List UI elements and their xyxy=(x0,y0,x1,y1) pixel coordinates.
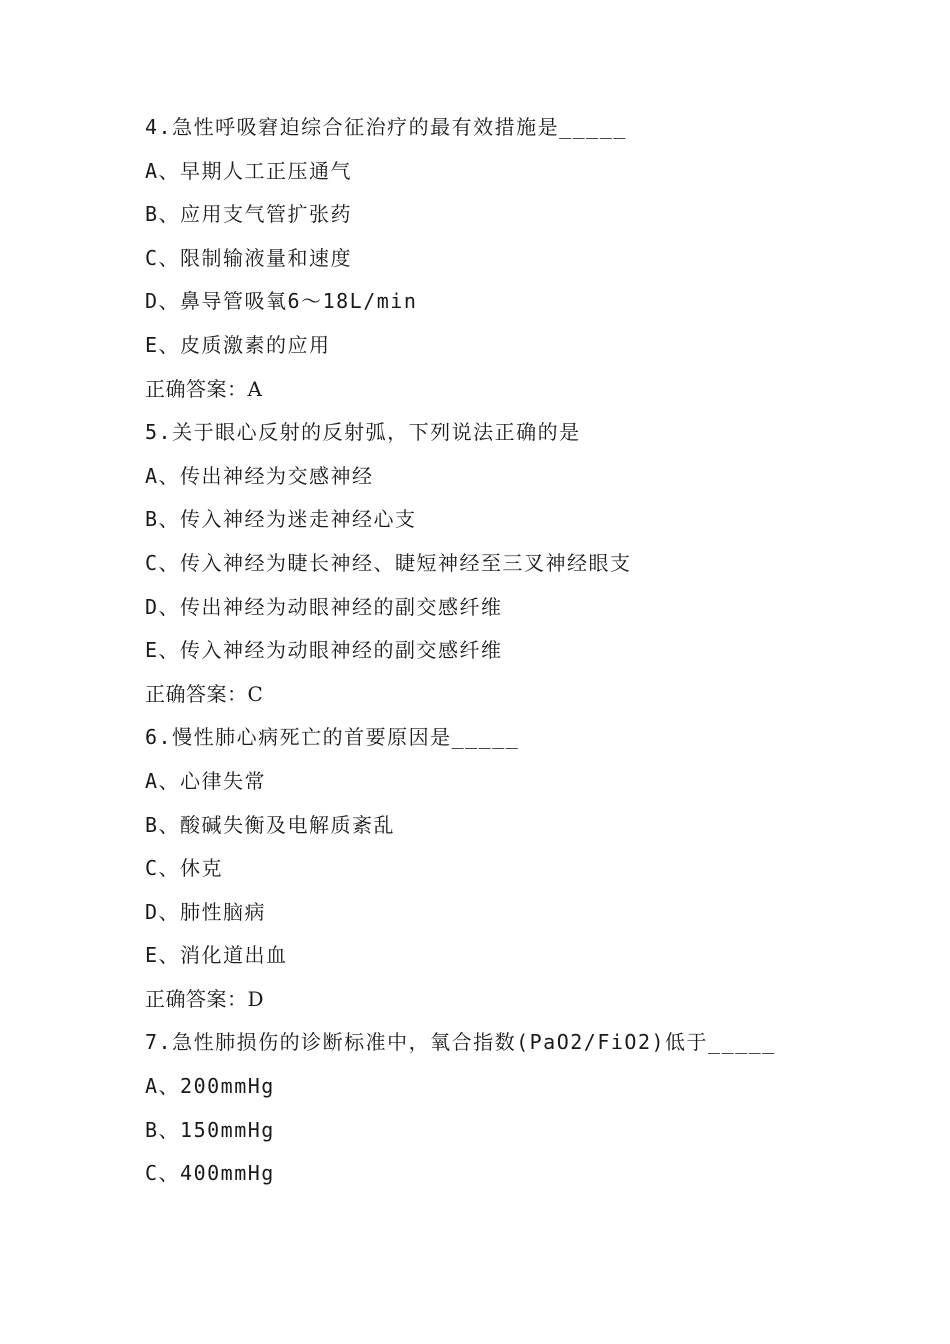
question-stem: 5.关于眼心反射的反射弧，下列说法正确的是 xyxy=(145,420,581,445)
option-e: E、消化道出血 xyxy=(145,943,288,968)
option-d: D、肺性脑病 xyxy=(145,899,267,924)
question-list xyxy=(145,106,865,1196)
option-c: C、400mmHg xyxy=(145,1161,275,1186)
option-b: B、应用支气管扩张药 xyxy=(145,202,353,227)
option-d: D、传出神经为动眼神经的副交感纤维 xyxy=(145,594,503,619)
option-e: E、传入神经为动眼神经的副交感纤维 xyxy=(145,638,503,663)
option-a: A、心律失常 xyxy=(145,768,267,793)
option-b: B、150mmHg xyxy=(145,1117,275,1142)
correct-answer: 正确答案：C xyxy=(145,681,264,706)
option-d: D、鼻导管吸氧6～18L/min xyxy=(145,289,418,314)
option-c: C、限制输液量和速度 xyxy=(145,245,353,270)
correct-answer: 正确答案：D xyxy=(145,986,265,1011)
question-4 xyxy=(145,106,865,411)
question-stem: 4.急性呼吸窘迫综合征治疗的最有效措施是_____ xyxy=(145,115,627,139)
option-a: A、早期人工正压通气 xyxy=(145,158,353,183)
option-c: C、传入神经为睫长神经、睫短神经至三叉神经眼支 xyxy=(145,550,632,575)
correct-answer: 正确答案：A xyxy=(145,376,263,401)
option-c: C、休克 xyxy=(145,856,224,881)
option-a: A、传出神经为交感神经 xyxy=(145,463,374,488)
question-7 xyxy=(145,1021,865,1195)
option-a: A、200mmHg xyxy=(145,1074,275,1099)
option-b: B、传入神经为迷走神经心支 xyxy=(145,507,417,532)
option-b: B、酸碱失衡及电解质紊乱 xyxy=(145,812,396,837)
question-6 xyxy=(145,716,865,1021)
question-5 xyxy=(145,411,865,716)
question-stem: 6.慢性肺心病死亡的首要原因是_____ xyxy=(145,725,520,750)
option-e: E、皮质激素的应用 xyxy=(145,332,331,357)
question-stem: 7.急性肺损伤的诊断标准中，氧合指数(PaO2/FiO2)低于_____ xyxy=(145,1030,776,1055)
